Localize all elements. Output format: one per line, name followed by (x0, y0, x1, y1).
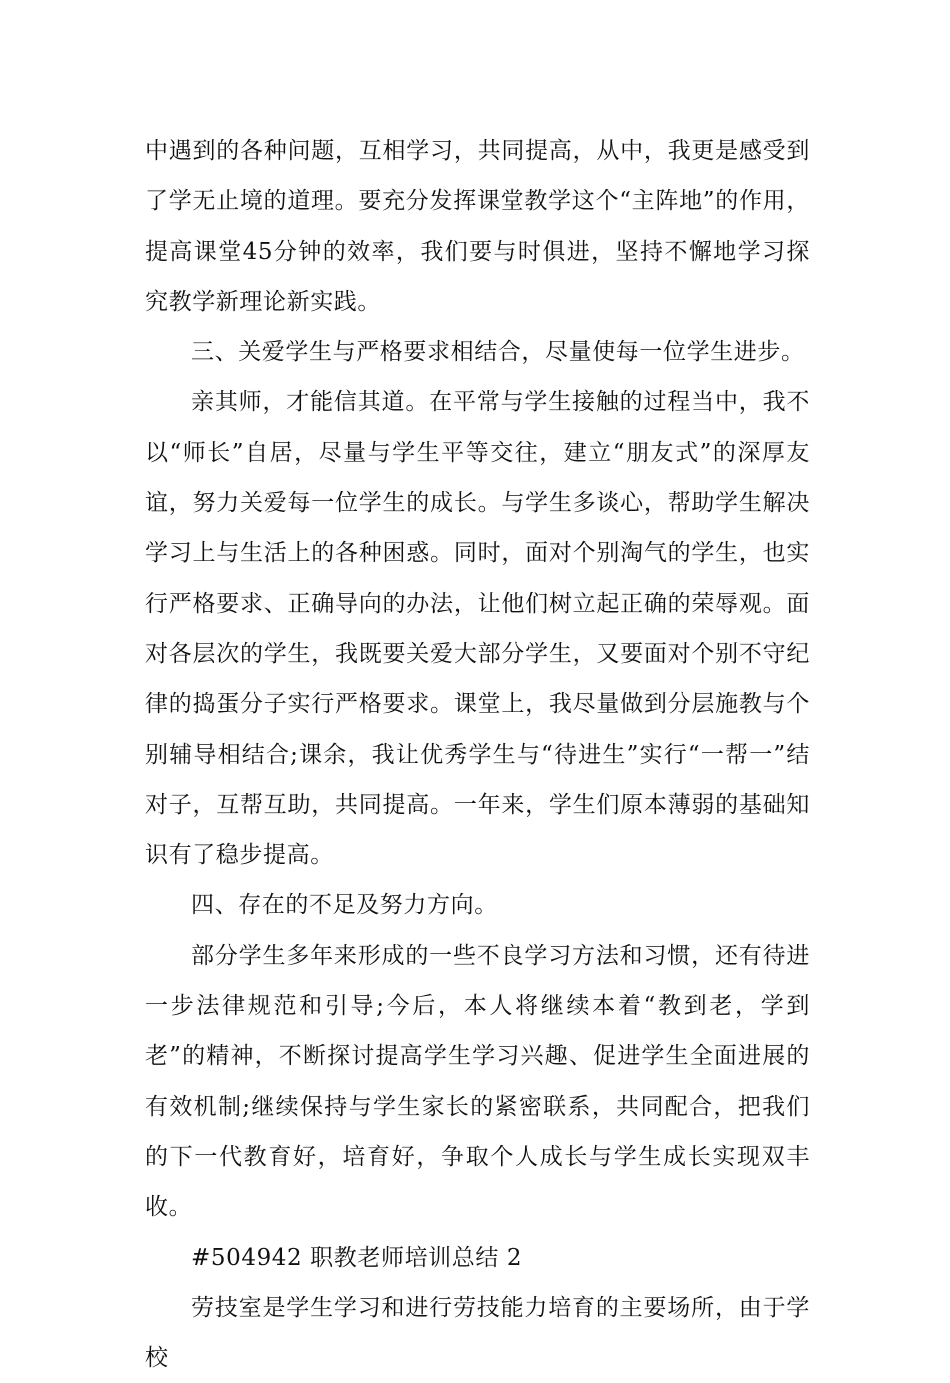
document-body (145, 126, 810, 1383)
section-heading-3: 三、关爱学生与严格要求相结合，尽量使每一位学生进步。 (191, 339, 805, 366)
document-title-line: #504942 职教老师培训总结 2 (191, 1244, 523, 1271)
paragraph-continuation: 中遇到的各种问题，互相学习，共同提高，从中，我更是感受到了学无止境的道理。要充分发挥课堂教学这个“主阵地”的作用，提高课堂45分钟的效率，我们要与时俱进，坚持不懈地学习探究教学新理论新实践。 (145, 138, 810, 315)
paragraph-shortcomings: 部分学生多年来形成的一些不良学习方法和习惯，还有待进一步法律规范和引导;今后，本人将继续本着“教到老，学到老”的精神，不断探讨提高学生学习兴趣、促进学生全面进展的有效机制;继续保持与学生家长的紧密联系，共同配合，把我们的下一代教育好，培育好，争取个人成长与学生成长实现双丰收。 (145, 942, 810, 1221)
paragraph-care-students: 亲其师，才能信其道。在平常与学生接触的过程当中，我不以“师长”自居，尽量与学生平等交往，建立“朋友式”的深厚友谊，努力关爱每一位学生的成长。与学生多谈心，帮助学生解决学习上与生活上的各种困惑。同时，面对个别淘气的学生，也实行严格要求、正确导向的办法，让他们树立起正确的荣辱观。面对各层次的学生，我既要关爱大部分学生，又要面对个别不守纪律的捣蛋分子实行严格要求。课堂上，我尽量做到分层施教与个别辅导相结合;课余，我让优秀学生与“待进生”实行“一帮一”结对子，互帮互助，共同提高。一年来，学生们原本薄弱的基础知识有了稳步提高。 (145, 389, 810, 869)
section-heading-4: 四、存在的不足及努力方向。 (191, 892, 498, 919)
paragraph-labor-room: 劳技室是学生学习和进行劳技能力培育的主要场所，由于学校 (145, 1294, 810, 1372)
